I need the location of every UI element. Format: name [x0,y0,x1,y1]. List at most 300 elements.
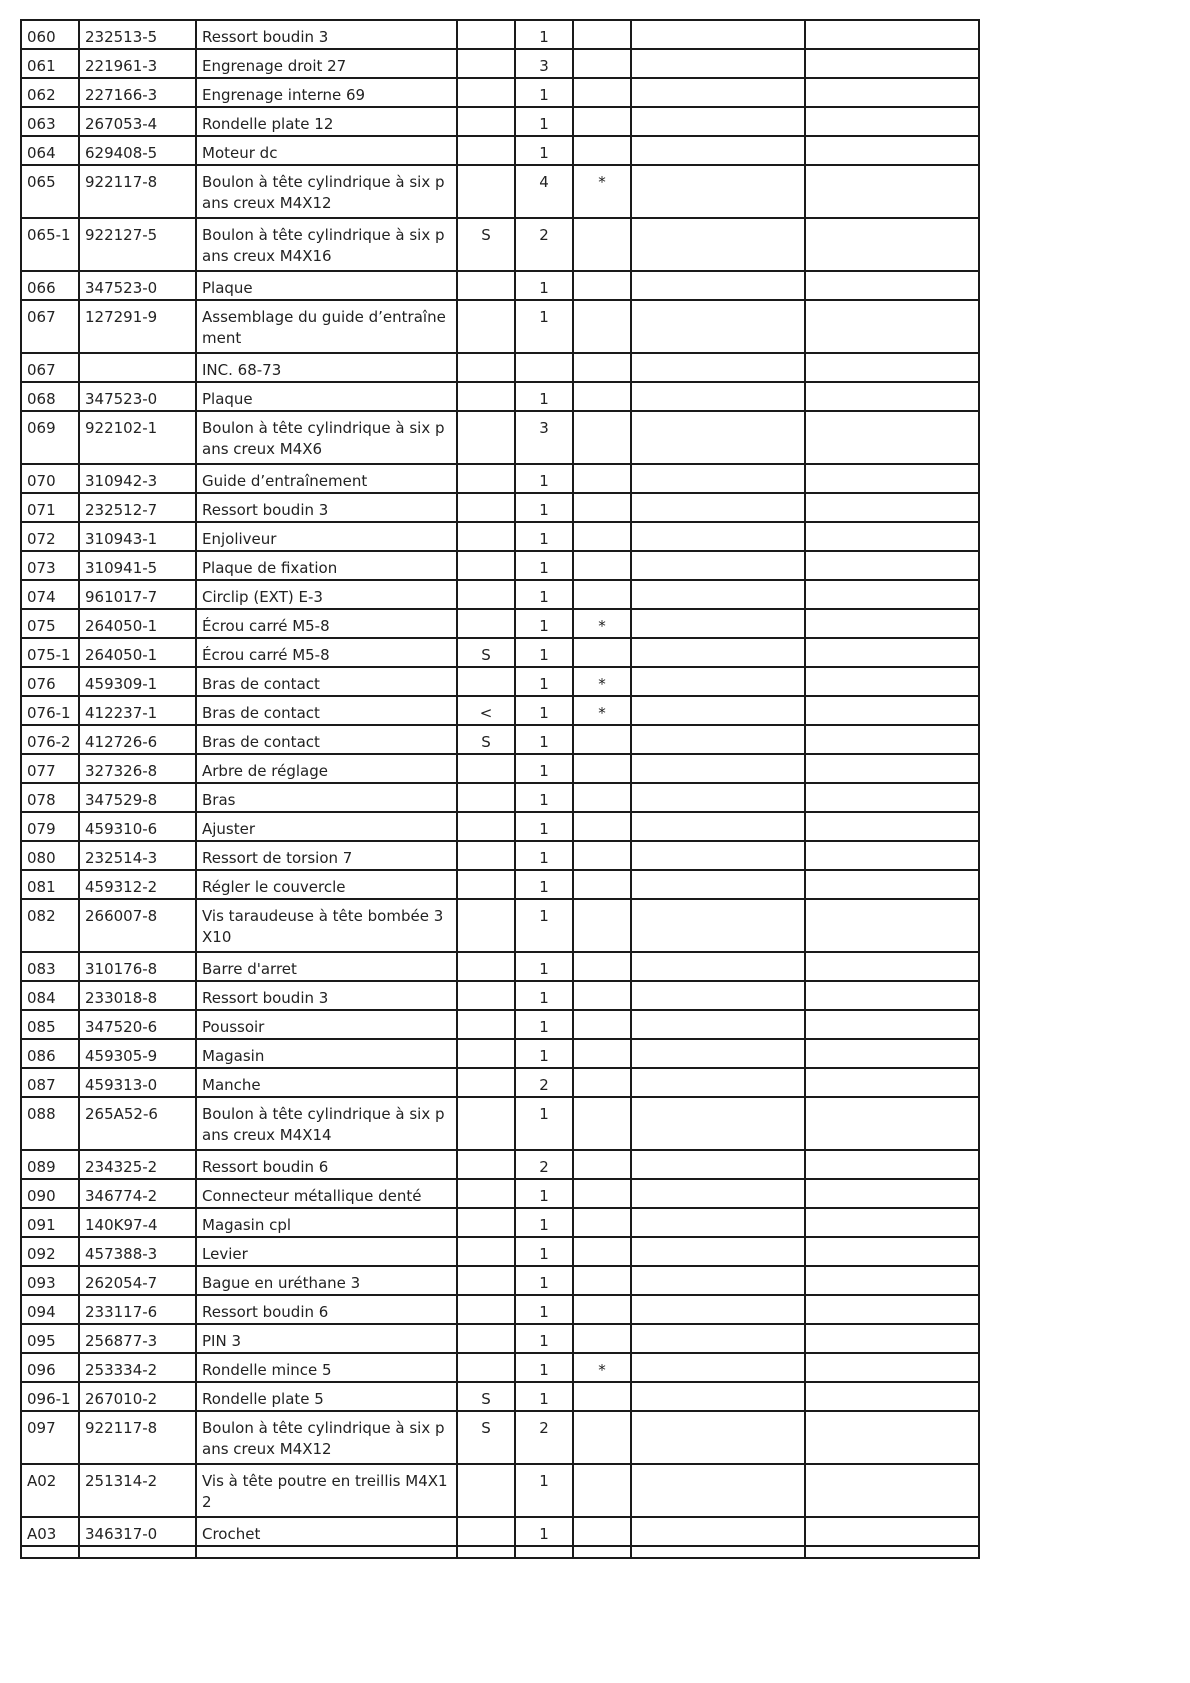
part-number-cell: 346774-2 [79,1179,196,1208]
part-number-cell: 267010-2 [79,1382,196,1411]
description-cell: Crochet [196,1517,457,1546]
ref-number-cell: 085 [21,1010,79,1039]
part-number-cell: 346317-0 [79,1517,196,1546]
part-number-cell: 265A52-6 [79,1097,196,1150]
description-cell: Levier [196,1237,457,1266]
note-cell [457,49,515,78]
ref-number-cell: 088 [21,1097,79,1150]
empty-cell [805,638,979,667]
empty-cell [805,1179,979,1208]
mark-cell [573,78,631,107]
description-cell: Régler le couvercle [196,870,457,899]
table-row [21,696,979,725]
mark-cell [573,353,631,382]
mark-cell: * [573,1353,631,1382]
mark-cell [573,107,631,136]
note-cell [457,20,515,49]
table-row [21,609,979,638]
empty-cell [631,841,805,870]
table-row [21,580,979,609]
note-cell: S [457,1382,515,1411]
empty-cell [805,493,979,522]
part-number-cell: 251314-2 [79,1464,196,1517]
mark-cell [573,136,631,165]
ref-number-cell: 061 [21,49,79,78]
empty-cell [805,696,979,725]
empty-cell [805,1546,979,1558]
quantity-cell: 1 [515,783,573,812]
mark-cell [573,899,631,952]
table-row [21,952,979,981]
empty-cell [457,1546,515,1558]
empty-cell [805,20,979,49]
quantity-cell: 1 [515,464,573,493]
empty-cell [805,136,979,165]
note-cell [457,1039,515,1068]
quantity-cell: 1 [515,20,573,49]
note-cell [457,1097,515,1150]
part-number-cell: 232514-3 [79,841,196,870]
empty-cell [805,411,979,464]
quantity-cell: 1 [515,1295,573,1324]
note-cell [457,1517,515,1546]
note-cell: S [457,638,515,667]
empty-cell [805,783,979,812]
ref-number-cell: A03 [21,1517,79,1546]
description-cell: Rondelle plate 12 [196,107,457,136]
description-cell: Connecteur métallique denté [196,1179,457,1208]
ref-number-cell: 080 [21,841,79,870]
table-row [21,783,979,812]
quantity-cell: 1 [515,271,573,300]
quantity-cell: 1 [515,1237,573,1266]
parts-table [20,19,980,1559]
empty-cell [631,1382,805,1411]
quantity-cell: 1 [515,1208,573,1237]
empty-cell [631,1464,805,1517]
mark-cell [573,1382,631,1411]
ref-number-cell: 079 [21,812,79,841]
empty-cell [805,522,979,551]
description-cell: Ressort boudin 3 [196,981,457,1010]
description-cell: Poussoir [196,1010,457,1039]
quantity-cell: 1 [515,107,573,136]
description-cell: Bras de contact [196,667,457,696]
part-number-cell: 922117-8 [79,1411,196,1464]
table-row [21,1382,979,1411]
mark-cell [573,218,631,271]
description-cell: Magasin [196,1039,457,1068]
empty-cell [631,1097,805,1150]
mark-cell [573,783,631,812]
description-cell: Écrou carré M5-8 [196,609,457,638]
note-cell [457,1324,515,1353]
empty-cell [631,1353,805,1382]
table-row [21,218,979,271]
note-cell [457,1295,515,1324]
note-cell [457,464,515,493]
quantity-cell: 1 [515,522,573,551]
description-cell: Boulon à tête cylindrique à six pans creux M4X12 [196,1411,457,1464]
note-cell [457,1068,515,1097]
note-cell [457,783,515,812]
ref-number-cell: 068 [21,382,79,411]
table-row [21,20,979,49]
table-row-partial [21,1546,979,1558]
note-cell [457,1266,515,1295]
description-cell: Plaque de fixation [196,551,457,580]
empty-cell [631,609,805,638]
part-number-cell: 310943-1 [79,522,196,551]
description-cell: Ressort boudin 3 [196,493,457,522]
empty-cell [631,1295,805,1324]
ref-number-cell: 093 [21,1266,79,1295]
note-cell [457,107,515,136]
ref-number-cell: 091 [21,1208,79,1237]
quantity-cell: 1 [515,1517,573,1546]
mark-cell [573,841,631,870]
empty-cell [805,1068,979,1097]
description-cell: Boulon à tête cylindrique à six pans creux M4X14 [196,1097,457,1150]
ref-number-cell: 062 [21,78,79,107]
parts-table-body [21,20,979,1558]
empty-cell [805,1411,979,1464]
ref-number-cell: 078 [21,783,79,812]
ref-number-cell: 075-1 [21,638,79,667]
part-number-cell: 266007-8 [79,899,196,952]
description-cell: INC. 68-73 [196,353,457,382]
note-cell [457,78,515,107]
empty-cell [631,522,805,551]
mark-cell [573,411,631,464]
table-row [21,1010,979,1039]
empty-cell [631,1179,805,1208]
note-cell [457,841,515,870]
table-row [21,382,979,411]
table-row [21,353,979,382]
mark-cell [573,1208,631,1237]
empty-cell [631,20,805,49]
part-number-cell: 347529-8 [79,783,196,812]
empty-cell [805,1039,979,1068]
note-cell [457,870,515,899]
note-cell [457,271,515,300]
table-row [21,1295,979,1324]
ref-number-cell: 089 [21,1150,79,1179]
part-number-cell: 961017-7 [79,580,196,609]
ref-number-cell: 060 [21,20,79,49]
table-row [21,165,979,218]
mark-cell [573,754,631,783]
empty-cell [631,783,805,812]
empty-cell [631,107,805,136]
part-number-cell: 264050-1 [79,638,196,667]
empty-cell [631,136,805,165]
note-cell: < [457,696,515,725]
quantity-cell: 1 [515,609,573,638]
empty-cell [631,218,805,271]
ref-number-cell: 086 [21,1039,79,1068]
mark-cell [573,1097,631,1150]
description-cell: Boulon à tête cylindrique à six pans creux M4X12 [196,165,457,218]
table-row [21,899,979,952]
ref-number-cell: 063 [21,107,79,136]
table-row [21,1237,979,1266]
part-number-cell: 310176-8 [79,952,196,981]
description-cell: Plaque [196,382,457,411]
empty-cell [631,725,805,754]
ref-number-cell: 092 [21,1237,79,1266]
quantity-cell: 1 [515,1464,573,1517]
quantity-cell: 2 [515,1411,573,1464]
part-number-cell: 127291-9 [79,300,196,353]
quantity-cell: 1 [515,1039,573,1068]
mark-cell [573,1150,631,1179]
empty-cell [805,464,979,493]
part-number-cell: 459310-6 [79,812,196,841]
quantity-cell: 1 [515,1324,573,1353]
mark-cell [573,1411,631,1464]
mark-cell [573,952,631,981]
ref-number-cell: 094 [21,1295,79,1324]
empty-cell [631,271,805,300]
quantity-cell: 1 [515,754,573,783]
empty-cell [805,165,979,218]
table-row [21,1208,979,1237]
table-row [21,1411,979,1464]
empty-cell [805,952,979,981]
mark-cell: * [573,696,631,725]
note-cell: S [457,725,515,754]
table-row [21,300,979,353]
note-cell [457,1237,515,1266]
empty-cell [631,754,805,783]
table-row [21,411,979,464]
empty-cell [805,1517,979,1546]
note-cell [457,1010,515,1039]
ref-number-cell: 074 [21,580,79,609]
part-number-cell: 459305-9 [79,1039,196,1068]
empty-cell [631,1546,805,1558]
part-number-cell: 234325-2 [79,1150,196,1179]
table-row [21,1464,979,1517]
note-cell: S [457,218,515,271]
empty-cell [631,1266,805,1295]
description-cell: Bague en uréthane 3 [196,1266,457,1295]
mark-cell [573,870,631,899]
empty-cell [805,353,979,382]
empty-cell [631,551,805,580]
table-row [21,1179,979,1208]
part-number-cell: 459312-2 [79,870,196,899]
empty-cell [805,1382,979,1411]
quantity-cell: 1 [515,667,573,696]
ref-number-cell: A02 [21,1464,79,1517]
part-number-cell: 459309-1 [79,667,196,696]
ref-number-cell: 076 [21,667,79,696]
description-cell: Vis taraudeuse à tête bombée 3X10 [196,899,457,952]
description-cell: Manche [196,1068,457,1097]
part-number-cell: 253334-2 [79,1353,196,1382]
empty-cell [631,49,805,78]
empty-cell [805,1295,979,1324]
note-cell [457,165,515,218]
description-cell: Arbre de réglage [196,754,457,783]
description-cell: Plaque [196,271,457,300]
note-cell [457,899,515,952]
description-cell: Bras de contact [196,696,457,725]
ref-number-cell: 084 [21,981,79,1010]
quantity-cell: 1 [515,981,573,1010]
part-number-cell: 459313-0 [79,1068,196,1097]
empty-cell [805,551,979,580]
part-number-cell: 262054-7 [79,1266,196,1295]
quantity-cell: 1 [515,493,573,522]
mark-cell [573,725,631,754]
empty-cell [631,899,805,952]
table-row [21,1150,979,1179]
quantity-cell: 1 [515,952,573,981]
empty-cell [631,78,805,107]
ref-number-cell: 090 [21,1179,79,1208]
empty-cell [631,353,805,382]
empty-cell [805,78,979,107]
ref-number-cell: 081 [21,870,79,899]
empty-cell [805,1237,979,1266]
table-row [21,522,979,551]
empty-cell [805,981,979,1010]
empty-cell [805,1010,979,1039]
note-cell [457,382,515,411]
part-number-cell: 256877-3 [79,1324,196,1353]
table-row [21,271,979,300]
ref-number-cell: 065-1 [21,218,79,271]
quantity-cell: 4 [515,165,573,218]
description-cell: Bras [196,783,457,812]
empty-cell [631,300,805,353]
quantity-cell: 1 [515,841,573,870]
empty-cell [631,1010,805,1039]
quantity-cell: 1 [515,1353,573,1382]
empty-cell [573,1546,631,1558]
empty-cell [805,667,979,696]
empty-cell [805,1208,979,1237]
empty-cell [805,609,979,638]
description-cell: Ajuster [196,812,457,841]
ref-number-cell: 087 [21,1068,79,1097]
empty-cell [805,725,979,754]
mark-cell: * [573,165,631,218]
part-number-cell: 221961-3 [79,49,196,78]
description-cell: Ressort boudin 3 [196,20,457,49]
part-number-cell: 922127-5 [79,218,196,271]
table-row [21,1266,979,1295]
note-cell [457,493,515,522]
mark-cell [573,300,631,353]
empty-cell [631,638,805,667]
empty-cell [631,696,805,725]
description-cell: Écrou carré M5-8 [196,638,457,667]
note-cell [457,136,515,165]
description-cell: Rondelle plate 5 [196,1382,457,1411]
ref-number-cell: 083 [21,952,79,981]
empty-cell [805,812,979,841]
part-number-cell: 140K97-4 [79,1208,196,1237]
part-number-cell: 310941-5 [79,551,196,580]
description-cell: Engrenage interne 69 [196,78,457,107]
ref-number-cell: 082 [21,899,79,952]
empty-cell [805,870,979,899]
table-row [21,638,979,667]
description-cell: Assemblage du guide d’entraînement [196,300,457,353]
empty-cell [631,952,805,981]
description-cell: Boulon à tête cylindrique à six pans creux M4X16 [196,218,457,271]
mark-cell [573,1295,631,1324]
ref-number-cell: 064 [21,136,79,165]
empty-cell [631,1068,805,1097]
part-number-cell: 922117-8 [79,165,196,218]
empty-cell [631,382,805,411]
mark-cell [573,580,631,609]
mark-cell [573,49,631,78]
table-row [21,493,979,522]
part-number-cell [79,353,196,382]
note-cell [457,522,515,551]
mark-cell: * [573,667,631,696]
empty-cell [631,1517,805,1546]
empty-cell [196,1546,457,1558]
part-number-cell: 412237-1 [79,696,196,725]
mark-cell [573,812,631,841]
empty-cell [805,1353,979,1382]
mark-cell [573,638,631,667]
quantity-cell: 1 [515,812,573,841]
mark-cell [573,1324,631,1353]
ref-number-cell: 073 [21,551,79,580]
description-cell: Engrenage droit 27 [196,49,457,78]
table-row [21,1068,979,1097]
ref-number-cell: 072 [21,522,79,551]
quantity-cell: 1 [515,300,573,353]
empty-cell [805,1097,979,1150]
empty-cell [631,1150,805,1179]
empty-cell [805,754,979,783]
empty-cell [631,1039,805,1068]
quantity-cell: 2 [515,218,573,271]
mark-cell [573,1039,631,1068]
ref-number-cell: 067 [21,353,79,382]
description-cell: Ressort boudin 6 [196,1295,457,1324]
empty-cell [631,411,805,464]
note-cell [457,300,515,353]
empty-cell [805,1150,979,1179]
ref-number-cell: 075 [21,609,79,638]
ref-number-cell: 076-2 [21,725,79,754]
ref-number-cell: 067 [21,300,79,353]
quantity-cell: 1 [515,580,573,609]
table-row [21,78,979,107]
empty-cell [805,580,979,609]
empty-cell [805,1464,979,1517]
empty-cell [631,580,805,609]
part-number-cell: 310942-3 [79,464,196,493]
part-number-cell: 457388-3 [79,1237,196,1266]
description-cell: Magasin cpl [196,1208,457,1237]
quantity-cell [515,353,573,382]
quantity-cell: 1 [515,638,573,667]
part-number-cell: 327326-8 [79,754,196,783]
quantity-cell: 1 [515,725,573,754]
